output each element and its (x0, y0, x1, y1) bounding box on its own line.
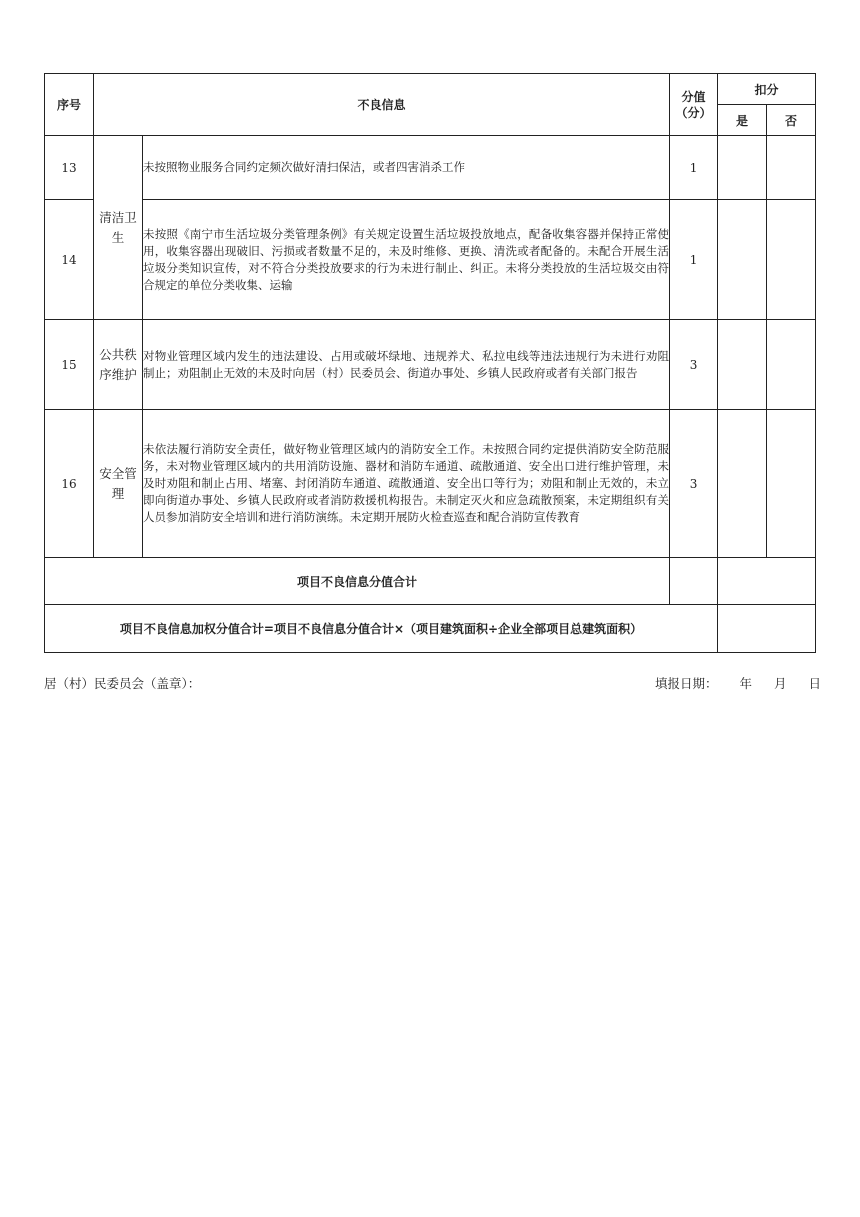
committee-seal-label: 居（村）民委员会（盖章）： (44, 676, 201, 691)
header-no: 否 (767, 105, 816, 136)
deduct-yes-cell[interactable] (718, 136, 767, 200)
row-number: 15 (45, 320, 94, 410)
deduct-no-cell[interactable] (767, 136, 816, 200)
total-row (45, 558, 816, 605)
row-description: 未依法履行消防安全责任，做好物业管理区域内的消防安全工作。未按照合同约定提供消防安全防范服务，未对物业管理区域内的共用消防设施、器材和消防车通道、疏散通道、安全出口进行维护管理，未及时劝阻和制止占用、堵塞、封闭消防车通道、疏散通道、安全出口等行为；劝阻和制止无效的，未立即向街道办事处、乡镇人民政府或者消防救援机构报告。未制定灭火和应急疏散预案，未定期组织有关人员参加消防安全培训和进行消防演练。未定期开展防火检查巡查和配合消防宣传教育 (143, 410, 670, 558)
header-seq: 序号 (45, 74, 94, 136)
header-deduct: 扣分 (718, 74, 816, 105)
evaluation-table (44, 73, 816, 653)
header-info: 不良信息 (94, 74, 670, 136)
table-row (45, 410, 816, 558)
deduct-no-cell[interactable] (767, 410, 816, 558)
deduct-yes-cell[interactable] (718, 320, 767, 410)
header-yes: 是 (718, 105, 767, 136)
deduct-yes-cell[interactable] (718, 410, 767, 558)
row-category: 安全管理 (94, 410, 143, 558)
fill-date-label: 填报日期： (655, 676, 718, 691)
date-year-label: 年 (739, 676, 753, 691)
date-month-label: 月 (773, 676, 787, 691)
row-description: 未按照《南宁市生活垃圾分类管理条例》有关规定设置生活垃圾投放地点，配备收集容器并保持正常使用，收集容器出现破旧、污损或者数量不足的，未及时维修、更换、清洗或者配备的。未配合开展生活垃圾分类知识宣传，对不符合分类投放要求的行为未进行制止、纠正。未将分类投放的生活垃圾交由符合规定的单位分类收集、运输 (143, 200, 670, 320)
deduct-yes-cell[interactable] (718, 200, 767, 320)
row-value: 3 (670, 320, 718, 410)
weighted-total-cell[interactable] (718, 605, 816, 653)
row-description: 对物业管理区域内发生的违法建设、占用或破坏绿地、违规养犬、私拉电线等违法违规行为未进行劝阻制止；劝阻制止无效的未及时向居（村）民委员会、街道办事处、乡镇人民政府或者有关部门报告 (143, 320, 670, 410)
row-number: 16 (45, 410, 94, 558)
date-day-label: 日 (808, 676, 821, 691)
table-row (45, 320, 816, 410)
row-category: 清洁卫生 (94, 136, 143, 320)
deduct-no-cell[interactable] (767, 200, 816, 320)
header-value: 分值（分） (670, 74, 718, 136)
row-description: 未按照物业服务合同约定频次做好清扫保洁，或者四害消杀工作 (143, 136, 670, 200)
row-value: 1 (670, 200, 718, 320)
total-deduct-cell[interactable] (718, 558, 816, 605)
fill-date (655, 674, 825, 692)
weighted-total-row (45, 605, 816, 653)
total-value-cell[interactable] (670, 558, 718, 605)
header-row (45, 74, 816, 105)
table-row (45, 136, 816, 200)
table-row (45, 200, 816, 320)
deduct-no-cell[interactable] (767, 320, 816, 410)
row-category: 公共秩序维护 (94, 320, 143, 410)
row-number: 13 (45, 136, 94, 200)
row-value: 1 (670, 136, 718, 200)
row-number: 14 (45, 200, 94, 320)
total-label: 项目不良信息分值合计 (45, 558, 670, 605)
row-value: 3 (670, 410, 718, 558)
weighted-total-label: 项目不良信息加权分值合计=项目不良信息分值合计×（项目建筑面积÷企业全部项目总建筑面积） (45, 605, 718, 653)
